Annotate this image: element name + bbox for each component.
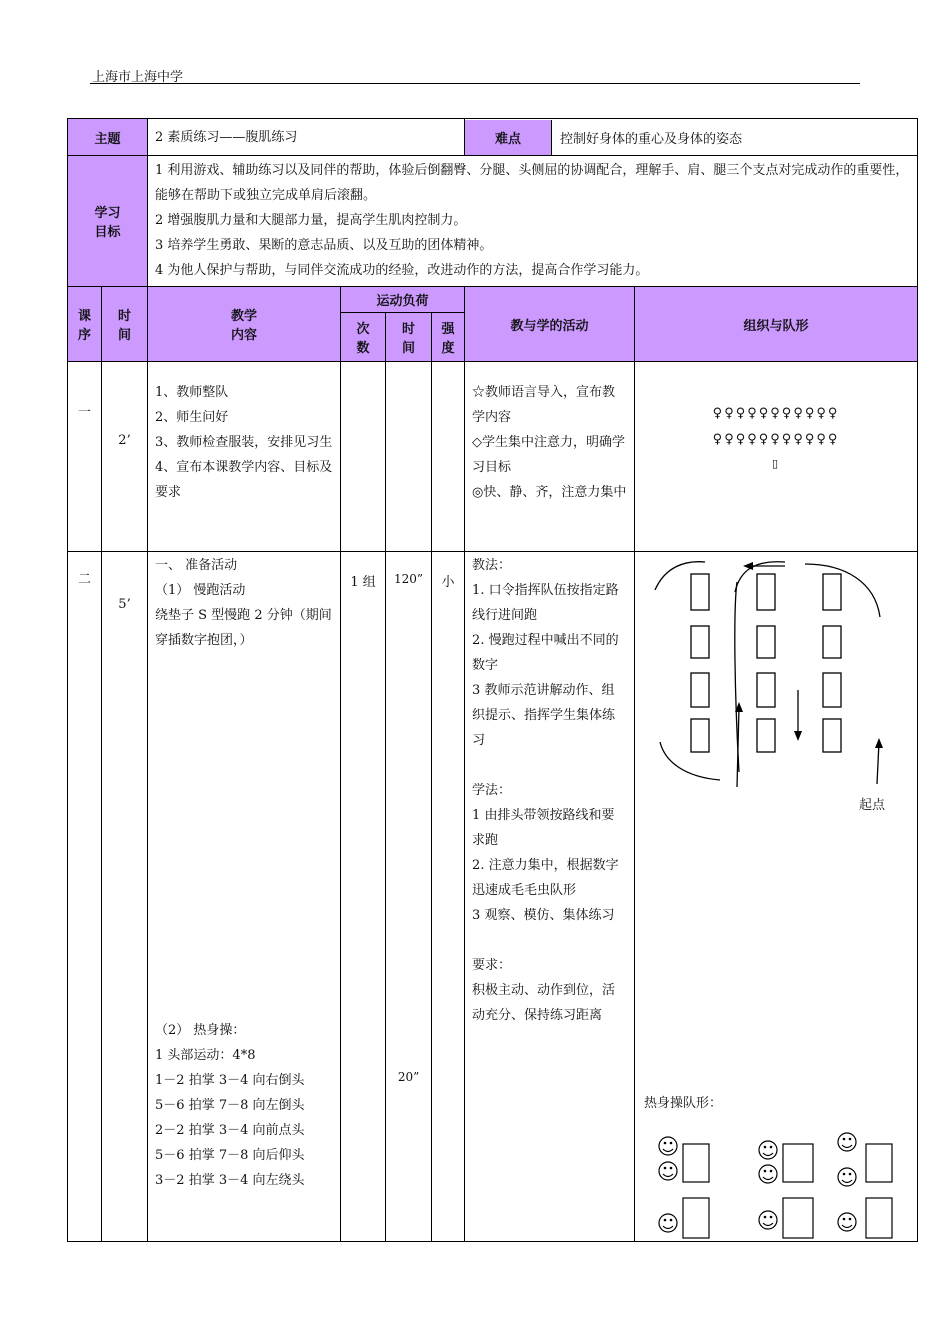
goal-item: 2 增强腹肌力量和大腿部力量，提高学生肌肉控制力。	[155, 213, 467, 228]
goals-label: 学习 目标	[68, 156, 148, 287]
topic-label: 主题	[68, 119, 148, 156]
section2-count: 1 组	[350, 575, 376, 590]
col-activities: 教与学的活动	[465, 287, 635, 362]
difficulty-value: 控制好身体的重心及身体的姿态	[560, 131, 743, 147]
goals-list	[148, 156, 917, 286]
section2-intensity: 小	[441, 575, 455, 590]
run-route-diagram	[635, 552, 918, 1240]
section1-content: 1、教师整队 2、师生问好 3、教师检查服装，安排见习生 4、宣布本课教学内容、目标及要求	[155, 385, 333, 500]
formation-row: ♀♀♀♀♀♀♀♀♀♀♀	[712, 406, 840, 421]
col-organization: 组织与队形	[635, 287, 918, 362]
col-time: 时 间	[102, 287, 148, 362]
col-load: 运动负荷	[341, 287, 465, 313]
formation-row: ♀♀♀♀♀♀♀♀♀♀♀	[712, 432, 840, 447]
goal-item: 1 利用游戏、辅助练习以及同伴的帮助，体验后倒翻臀、分腿、头侧屈的协调配合，理解手、肩、腿三个支点对完成动作的重要性，能够在帮助下或独立完成单肩后滚翻。	[155, 163, 909, 203]
col-intensity: 强 度	[432, 313, 465, 362]
section1-formation	[635, 362, 917, 550]
section2-duration: 120” 20”	[393, 572, 424, 1084]
lesson-plan-table	[67, 118, 918, 1242]
section1-time: 2’	[118, 433, 131, 448]
col-count: 次 数	[341, 313, 386, 362]
header-rule	[90, 83, 860, 84]
section2-seq: 二	[77, 572, 91, 587]
section1-seq: 一	[77, 405, 91, 420]
teacher-marker: ▯	[772, 457, 781, 470]
topic-value: 2 素质练习——腹肌练习	[155, 129, 298, 145]
section2-formation	[635, 552, 917, 1240]
col-seq: 课 序	[68, 287, 102, 362]
section2-content: 一、 准备活动 （1） 慢跑活动 绕垫子 S 型慢跑 2 分钟（期间穿插数字抱团，） （2） 热身操： 1 头部运动：4*8 1－2 拍掌 3－4 向右倒头 5－6 拍掌 7－8 向左倒头 2－2 拍掌 3－4 向前点头 5－6 拍掌 7－8 向后仰头 3－2 拍掌 3－4 向左绕头	[155, 558, 332, 1188]
goal-item: 3 培养学生勇敢、果断的意志品质、以及互助的团体精神。	[155, 238, 493, 253]
school-header: 上海市上海中学	[92, 70, 184, 85]
section2-time: 5’	[118, 597, 131, 612]
goal-item: 4 为他人保护与帮助，与同伴交流成功的经验，改进动作的方法，提高合作学习能力。	[155, 263, 649, 278]
col-content: 教学 内容	[148, 287, 341, 362]
start-label: 起点	[859, 798, 886, 813]
section2-activities: 教法： 1. 口令指挥队伍按指定路线行进间跑 2. 慢跑过程中喊出不同的数字 3 教师示范讲解动作、组织提示、指挥学生集体练习 学法： 1 由排头带领按路线和要求跑 2. 注意力集中，根据数字迅速成毛毛虫队形 3 观察、模仿、集体练习 要求： 积极主动、动作到位，活动充分、保持练习距离	[472, 558, 619, 1023]
section1-activities: ☆教师语言导入，宣布教学内容 ◇学生集中注意力，明确学习目标 ◎快、静、齐，注意力集中	[472, 385, 627, 500]
warmup-formation-label: 热身操队形：	[644, 1096, 723, 1111]
col-duration: 时 间	[386, 313, 432, 362]
difficulty-label: 难点	[465, 120, 552, 155]
